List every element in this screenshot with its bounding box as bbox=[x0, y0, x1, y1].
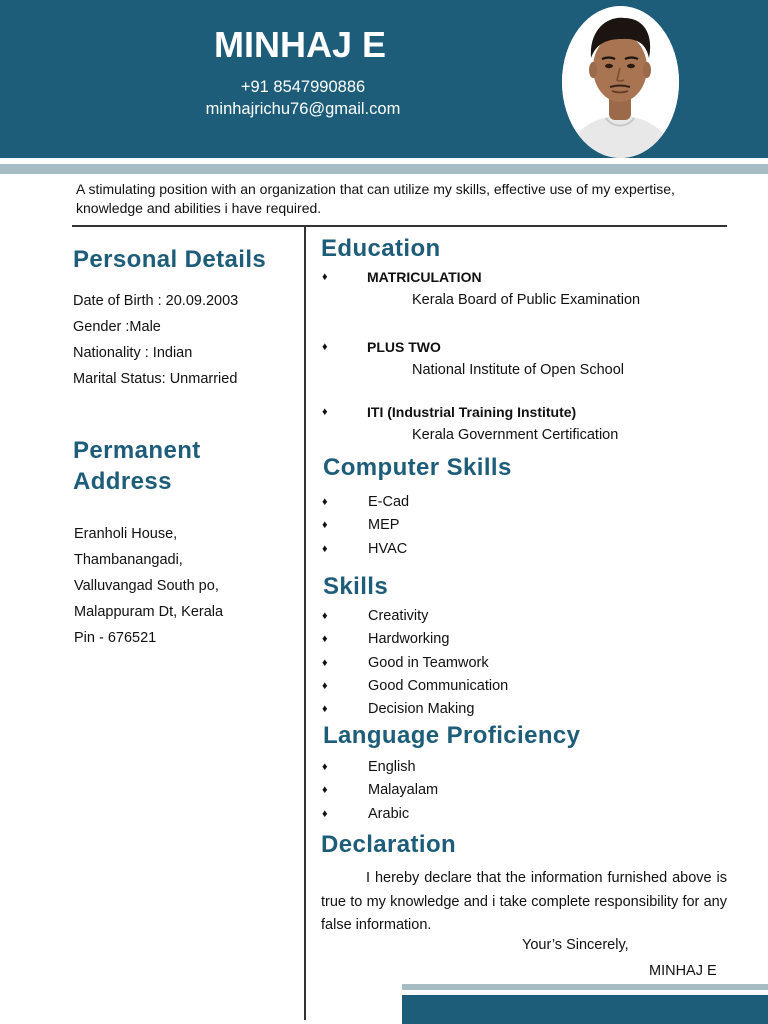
permanent-address-heading-line1: Permanent bbox=[73, 437, 201, 464]
footer-band bbox=[402, 984, 768, 990]
declaration-text: I hereby declare that the information furnished above is true to my knowledge and i take complete responsibility for any false information. bbox=[321, 870, 727, 933]
bullet-diamond-icon: ♦ bbox=[322, 761, 328, 773]
date-of-birth: Date of Birth : 20.09.2003 bbox=[73, 293, 239, 309]
language-proficiency-heading: Language Proficiency bbox=[323, 722, 581, 749]
closing-salutation: Your’s Sincerely, bbox=[522, 937, 629, 953]
bullet-diamond-icon: ♦ bbox=[322, 657, 328, 669]
email-address: minhajrichu76@gmail.com bbox=[205, 100, 401, 118]
bullet-diamond-icon: ♦ bbox=[322, 703, 328, 715]
computer-skills-heading: Computer Skills bbox=[323, 454, 512, 481]
education-institution: Kerala Government Certification bbox=[412, 427, 619, 443]
language-item: Arabic bbox=[368, 806, 410, 822]
skill-item: Good in Teamwork bbox=[368, 655, 489, 671]
bullet-diamond-icon: ♦ bbox=[322, 543, 328, 555]
gender: Gender :Male bbox=[73, 319, 161, 335]
phone-number: +91 8547990886 bbox=[240, 78, 366, 96]
column-divider bbox=[304, 226, 306, 1020]
education-institution: Kerala Board of Public Examination bbox=[412, 292, 641, 308]
education-title: ITI (Industrial Training Institute) bbox=[367, 404, 577, 420]
bullet-diamond-icon: ♦ bbox=[322, 519, 328, 531]
education-institution: National Institute of Open School bbox=[412, 362, 624, 378]
education-title: PLUS TWO bbox=[367, 339, 441, 355]
computer-skill-item: HVAC bbox=[368, 541, 408, 557]
skill-item: Good Communication bbox=[368, 678, 509, 694]
declaration-heading: Declaration bbox=[321, 831, 457, 858]
skill-item: Creativity bbox=[368, 608, 429, 624]
computer-skill-item: E-Cad bbox=[368, 494, 410, 510]
bullet-diamond-icon: ♦ bbox=[322, 496, 328, 508]
address-line: Valluvangad South po, bbox=[74, 578, 219, 594]
bullet-diamond-icon: ♦ bbox=[322, 784, 328, 796]
profile-photo-illustration bbox=[562, 6, 679, 158]
personal-details-heading: Personal Details bbox=[73, 246, 267, 273]
bullet-diamond-icon: ♦ bbox=[322, 808, 328, 820]
bullet-diamond-icon: ♦ bbox=[322, 680, 328, 692]
language-item: Malayalam bbox=[368, 782, 439, 798]
bullet-diamond-icon: ♦ bbox=[322, 610, 328, 622]
bullet-diamond-icon: ♦ bbox=[322, 406, 328, 418]
marital-status: Marital Status: Unmarried bbox=[73, 371, 238, 387]
nationality: Nationality : Indian bbox=[73, 345, 193, 361]
address-line: Malappuram Dt, Kerala bbox=[74, 604, 224, 620]
bullet-diamond-icon: ♦ bbox=[322, 341, 328, 353]
education-heading: Education bbox=[321, 235, 441, 262]
address-pin: Pin - 676521 bbox=[74, 630, 157, 646]
address-line: Thambanangadi, bbox=[74, 552, 183, 568]
permanent-address-heading-line2: Address bbox=[73, 468, 172, 495]
profile-photo bbox=[562, 6, 679, 158]
footer-bar bbox=[402, 995, 768, 1024]
bullet-diamond-icon: ♦ bbox=[322, 633, 328, 645]
skills-heading: Skills bbox=[323, 573, 389, 600]
career-objective: A stimulating position with an organization that can utilize my skills, effective use of my expertise, knowledge and abilities i have required. bbox=[76, 181, 675, 216]
skill-item: Decision Making bbox=[368, 701, 475, 717]
signature-name: MINHAJ E bbox=[649, 963, 717, 979]
address-line: Eranholi House, bbox=[74, 526, 178, 542]
skill-item: Hardworking bbox=[368, 631, 450, 647]
candidate-name: MINHAJ E bbox=[213, 24, 387, 65]
bullet-diamond-icon: ♦ bbox=[322, 271, 328, 283]
objective-divider bbox=[72, 225, 727, 227]
language-item: English bbox=[368, 759, 416, 775]
computer-skill-item: MEP bbox=[368, 517, 400, 533]
education-title: MATRICULATION bbox=[367, 269, 482, 285]
header-divider-band bbox=[0, 164, 768, 174]
